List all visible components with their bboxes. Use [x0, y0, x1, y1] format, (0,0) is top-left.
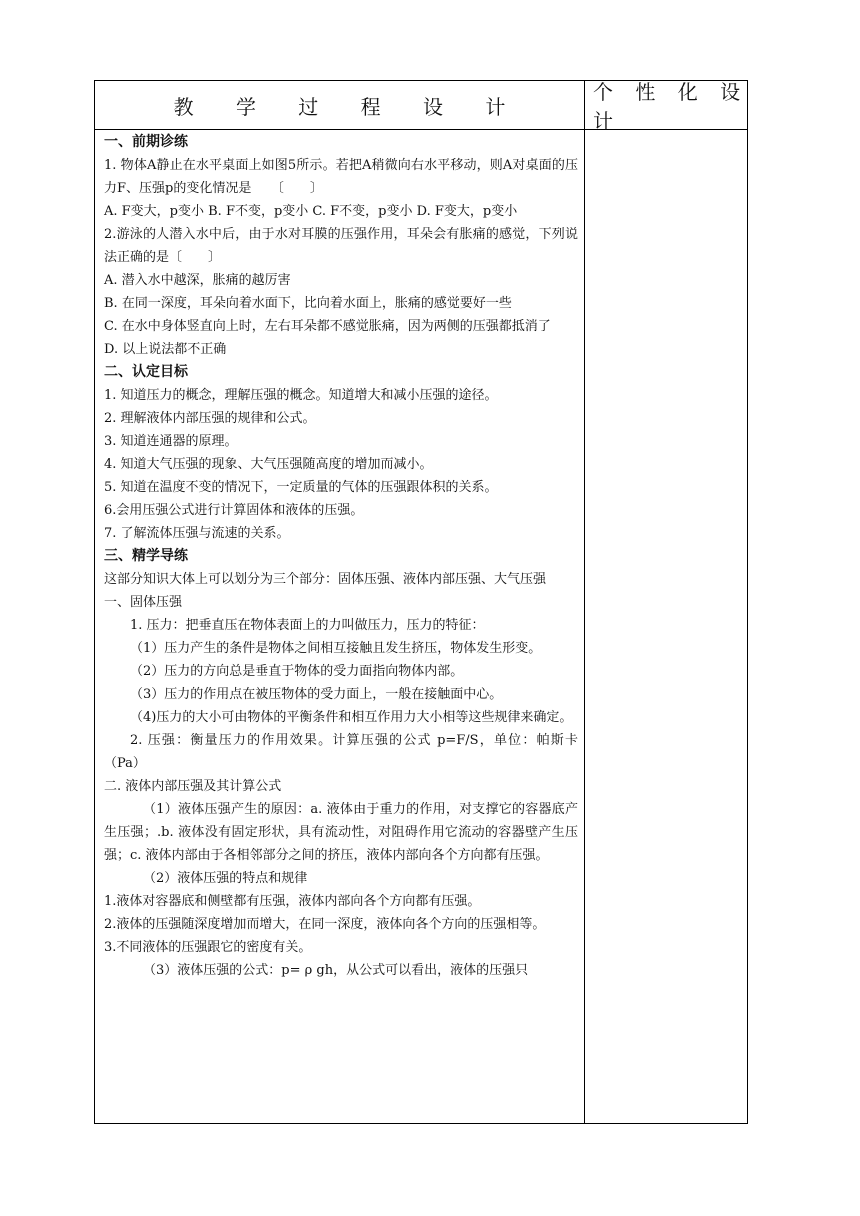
content-line: 1. 物体A静止在水平桌面上如图5所示。若把A稍微向右水平移动，则A对桌面的压力F、压强p的变化情况是 〔 〕	[104, 158, 578, 196]
content-line: 4. 知道大气压强的现象、大气压强随高度的增加而减小。	[104, 457, 433, 472]
content-line: D. 以上说法都不正确	[104, 342, 227, 357]
content-line: B. 在同一深度，耳朵向着水面下，比向着水面上，胀痛的感觉要好一些	[104, 296, 512, 311]
content-line: （2）压力的方向总是垂直于物体的受力面指向物体内部。	[130, 664, 464, 679]
personalized-design-header: 个 性 化 设 计	[593, 80, 749, 133]
content-line: 1.液体对容器底和侧壁都有压强，液体内部向各个方向都有压强。	[104, 894, 481, 909]
column-divider	[584, 81, 585, 1123]
teaching-process-content	[104, 131, 578, 982]
content-line: 7. 了解流体压强与流速的关系。	[104, 526, 290, 541]
content-line: C. 在水中身体竖直向上时，左右耳朵都不感觉胀痛，因为两侧的压强都抵消了	[104, 319, 551, 334]
content-line: 3.不同液体的压强跟它的密度有关。	[104, 940, 312, 955]
content-line: （3）压力的作用点在被压物体的受力面上，一般在接触面中心。	[130, 687, 503, 702]
content-line: 3. 知道连通器的原理。	[104, 434, 238, 449]
content-line: 2.游泳的人潜入水中后，由于水对耳膜的压强作用，耳朵会有胀痛的感觉，下列说法正确的是〔 〕	[104, 227, 578, 265]
content-line: （1）液体压强产生的原因：a. 液体由于重力的作用，对支撑它的容器底产生压强；.b. 液体没有固定形状，具有流动性，对阻碍作用它流动的容器壁产生压强；c. 液体内部由于各相邻部分之间的挤压，液体内部向各个方向都有压强。	[104, 802, 578, 863]
content-line: 2. 压强：衡量压力的作用效果。计算压强的公式 p=F/S，单位：帕斯卡（Pa）	[104, 733, 578, 771]
content-line: 1. 压力：把垂直压在物体表面上的力叫做压力，压力的特征：	[130, 618, 485, 633]
content-line: A. F变大，p变小 B. F不变，p变小 C. F不变，p变小 D. F变大，p变小	[104, 204, 518, 219]
content-line: （1）压力产生的条件是物体之间相互接触且发生挤压，物体发生形变。	[130, 641, 542, 656]
content-line: 5. 知道在温度不变的情况下，一定质量的气体的压强跟体积的关系。	[104, 480, 498, 495]
lesson-design-table	[94, 80, 748, 1124]
content-line: 2. 理解液体内部压强的规律和公式。	[104, 411, 316, 426]
content-line: 一、固体压强	[104, 595, 183, 610]
teaching-process-header: 教 学 过 程 设 计	[173, 94, 524, 119]
section-heading: 三、精学导练	[104, 548, 188, 564]
content-line: A. 潜入水中越深，胀痛的越厉害	[104, 273, 291, 288]
content-line: （4)压力的大小可由物体的平衡条件和相互作用力大小相等这些规律来确定。	[130, 710, 573, 725]
content-line: 1. 知道压力的概念，理解压强的概念。知道增大和减小压强的途径。	[104, 388, 498, 403]
content-line: （3）液体压强的公式：p= ρ gh，从公式可以看出，液体的压强只	[143, 963, 529, 978]
content-line: 6.会用压强公式进行计算固体和液体的压强。	[104, 503, 364, 518]
content-line: 2.液体的压强随深度增加而增大，在同一深度，液体向各个方向的压强相等。	[104, 917, 546, 932]
section-heading: 一、前期诊练	[104, 134, 188, 150]
content-line: 二. 液体内部压强及其计算公式	[104, 779, 282, 794]
section-heading: 二、认定目标	[104, 364, 188, 380]
content-line: 这部分知识大体上可以划分为三个部分：固体压强、液体内部压强、大气压强	[104, 572, 547, 587]
content-line: （2）液体压强的特点和规律	[143, 871, 308, 886]
